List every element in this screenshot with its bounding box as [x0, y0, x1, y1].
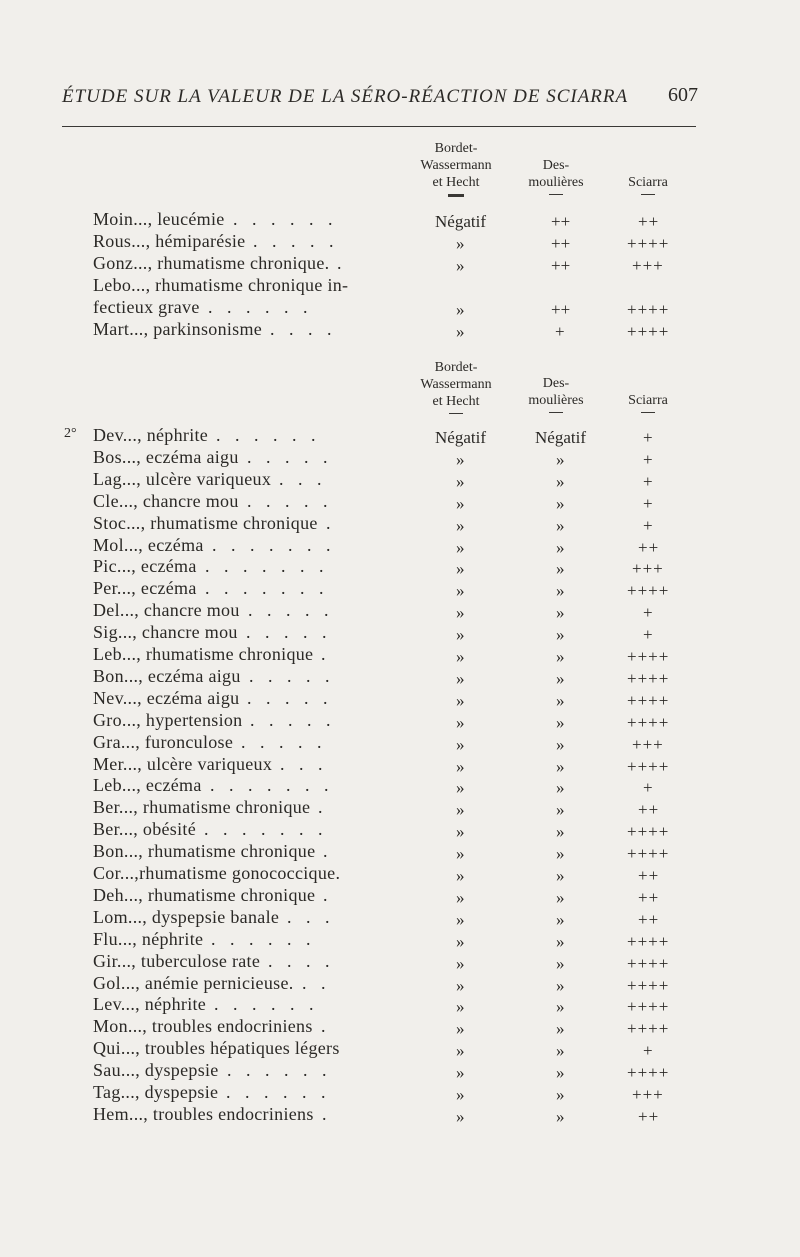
patient-diagnosis: Hem..., troubles endocriniens: [93, 1103, 314, 1124]
dot-leader: . . . . .: [253, 231, 339, 251]
desmoulieres-result: »: [556, 471, 565, 491]
dot-leader: . . . . . . .: [205, 556, 329, 577]
patient-diagnosis: Gir..., tuberculose rate: [93, 950, 261, 971]
dot-leader: .: [321, 1016, 331, 1037]
patient-diagnosis: Qui..., troubles hépatiques légers: [93, 1038, 340, 1059]
desmoulieres-result: +: [555, 322, 565, 341]
col-head-line: Des-: [542, 158, 570, 173]
sciarra-result: +: [643, 603, 654, 623]
table-row: [0, 754, 800, 776]
desmoulieres-result: »: [556, 493, 565, 513]
table-row: [0, 469, 800, 491]
bordet-wassermann-result: »: [456, 690, 465, 710]
bordet-wassermann-result: »: [456, 515, 465, 535]
dot-leader: . . .: [279, 468, 327, 489]
table-row: [0, 622, 800, 644]
table-row: [0, 1104, 800, 1126]
dot-leader: .: [326, 512, 336, 533]
col-head-bordet-2: [396, 359, 516, 414]
table-row: [0, 556, 800, 578]
page-number: 607: [668, 84, 698, 106]
patient-diagnosis: Tag..., dyspepsie: [93, 1082, 219, 1102]
desmoulieres-result: »: [556, 668, 565, 688]
dot-leader: .: [321, 644, 331, 664]
bordet-wassermann-result: »: [456, 322, 465, 341]
patient-diagnosis: Rous..., hémiparésie: [93, 231, 246, 251]
col-head-dash: [549, 412, 563, 413]
sciarra-result: ++++: [627, 668, 670, 688]
patient-diagnosis: Bon..., rhumatisme chronique: [93, 841, 316, 862]
bordet-wassermann-result: »: [456, 559, 465, 579]
patient-diagnosis: Dev..., néphrite: [93, 425, 209, 445]
sciarra-result: ++++: [627, 822, 670, 842]
patient-diagnosis: Leb..., rhumatisme chronique: [93, 644, 314, 664]
desmoulieres-result: »: [556, 734, 565, 754]
table-row: [0, 688, 800, 710]
bordet-wassermann-result: »: [456, 844, 465, 864]
patient-diagnosis: Leb..., eczéma: [93, 775, 202, 796]
dot-leader: . . . . . . .: [205, 578, 329, 599]
desmoulieres-result: »: [556, 822, 565, 842]
bordet-wassermann-result: »: [456, 778, 465, 798]
bordet-wassermann-result: »: [456, 909, 465, 929]
table-row: [0, 447, 800, 469]
patient-diagnosis: Deh..., rhumatisme chronique: [93, 884, 316, 905]
patient-diagnosis: Flu..., néphrite: [93, 928, 204, 949]
sciarra-result: ++++: [627, 1063, 670, 1083]
patient-diagnosis: Lom..., dyspepsie banale: [93, 906, 280, 927]
sciarra-result: ++: [638, 212, 660, 231]
patient-diagnosis: Del..., chancre mou: [93, 600, 240, 621]
table-row: [0, 513, 800, 535]
patient-diagnosis: Mer..., ulcère variqueux: [93, 753, 273, 774]
sciarra-result: ++: [638, 1106, 660, 1126]
bordet-wassermann-result: »: [456, 800, 465, 820]
sciarra-result: +++: [632, 1085, 664, 1104]
dot-leader: . . . . .: [249, 665, 335, 686]
desmoulieres-result: »: [556, 515, 565, 535]
table-row: [0, 666, 800, 688]
sciarra-result: ++: [638, 866, 660, 885]
running-header: [62, 84, 702, 114]
desmoulieres-result: »: [556, 931, 565, 951]
table-row: [0, 951, 800, 973]
bordet-wassermann-result: »: [456, 712, 465, 732]
col-head-dash: [448, 194, 464, 197]
running-title: ÉTUDE SUR LA VALEUR DE LA SÉRO-RÉACTION DE SCIARRA: [62, 86, 629, 107]
dot-leader: . . . . .: [247, 446, 333, 467]
col-head-line: Des-: [542, 376, 570, 391]
table-row: [0, 1082, 800, 1104]
patient-diagnosis: Moin..., leucémie: [93, 209, 225, 229]
header-rule: [62, 126, 696, 127]
desmoulieres-result: »: [556, 625, 565, 645]
col-head-line: Bordet-: [434, 360, 478, 375]
sciarra-result: ++++: [627, 931, 670, 951]
section-number: 2°: [64, 426, 77, 441]
desmoulieres-result: »: [556, 1085, 565, 1104]
bordet-wassermann-result: »: [456, 647, 465, 666]
dot-leader: . . . . .: [247, 687, 333, 708]
table-row: [0, 1038, 800, 1060]
patient-diagnosis: Bon..., eczéma aigu: [93, 665, 241, 686]
col-head-line: et Hecht: [432, 175, 480, 190]
dot-leader: . . . . . .: [211, 928, 316, 949]
desmoulieres-result: »: [556, 997, 565, 1017]
sciarra-result: +: [643, 625, 654, 645]
desmoulieres-result: »: [556, 844, 565, 864]
sciarra-result: ++++: [627, 581, 670, 601]
patient-diagnosis: Pic..., eczéma: [93, 556, 197, 577]
table-row: [0, 319, 800, 341]
desmoulieres-result: »: [556, 449, 565, 469]
sciarra-result: ++++: [627, 300, 670, 319]
table-row: [0, 253, 800, 275]
bordet-wassermann-result: Négatif: [435, 428, 486, 447]
patient-diagnosis: fectieux grave: [93, 297, 200, 317]
sciarra-result: +: [643, 1041, 654, 1061]
dot-leader: . .: [302, 972, 331, 993]
bordet-wassermann-result: »: [456, 300, 465, 319]
patient-diagnosis: Gonz..., rhumatisme chronique.: [93, 253, 330, 273]
dot-leader: . . . . .: [246, 622, 332, 643]
dot-leader: . . .: [280, 753, 328, 774]
desmoulieres-result: ++: [551, 300, 571, 319]
col-head-line: moulières: [528, 393, 584, 408]
bordet-wassermann-result: »: [456, 997, 465, 1017]
patient-diagnosis: Cor...,rhumatisme gonococcique.: [93, 863, 341, 883]
bordet-wassermann-result: »: [456, 975, 465, 995]
table-row: [0, 231, 800, 253]
patient-diagnosis: Mon..., troubles endocriniens: [93, 1016, 313, 1037]
patient-diagnosis: Gol..., anémie pernicieuse.: [93, 972, 294, 993]
patient-diagnosis: Ber..., obésité: [93, 819, 196, 840]
bordet-wassermann-result: »: [456, 1106, 465, 1126]
bordet-wassermann-result: »: [456, 234, 465, 253]
desmoulieres-result: »: [556, 1106, 565, 1126]
col-head-dash: [449, 413, 463, 414]
sciarra-result: ++++: [627, 756, 670, 776]
dot-leader: . . . .: [270, 319, 337, 339]
sciarra-result: ++++: [627, 234, 670, 253]
col-head-line: Sciarra: [628, 393, 668, 408]
desmoulieres-result: »: [556, 559, 565, 579]
bordet-wassermann-result: Négatif: [435, 212, 486, 231]
desmoulieres-result: »: [556, 603, 565, 623]
col-head-dash: [549, 194, 563, 195]
bordet-wassermann-result: »: [456, 734, 465, 754]
dot-leader: . . .: [287, 906, 335, 927]
patient-diagnosis: Mol..., eczéma: [93, 534, 204, 555]
sciarra-result: ++++: [627, 647, 670, 666]
desmoulieres-result: »: [556, 1063, 565, 1083]
desmoulieres-result: »: [556, 800, 565, 820]
dot-leader: .: [318, 797, 328, 818]
sciarra-result: ++++: [627, 690, 670, 710]
col-head-line: Bordet-: [434, 141, 478, 156]
patient-diagnosis: Mart..., parkinsonisme: [93, 319, 263, 339]
sciarra-result: +: [643, 449, 654, 469]
desmoulieres-result: Négatif: [535, 428, 586, 447]
patient-diagnosis: Gra..., furonculose: [93, 731, 234, 752]
table-row: [0, 1016, 800, 1038]
patient-diagnosis: Bos..., eczéma aigu: [93, 446, 239, 467]
desmoulieres-result: ++: [551, 234, 571, 253]
patient-diagnosis: Lev..., néphrite: [93, 994, 207, 1015]
table-row: [0, 297, 800, 319]
desmoulieres-result: »: [556, 909, 565, 929]
table-row: [0, 929, 800, 951]
bordet-wassermann-result: »: [456, 866, 465, 885]
col-head-line: moulières: [528, 175, 584, 190]
bordet-wassermann-result: »: [456, 887, 465, 907]
sciarra-result: ++: [638, 537, 660, 557]
desmoulieres-result: ++: [551, 256, 571, 275]
patient-diagnosis: Lag..., ulcère variqueux: [93, 468, 272, 489]
table-row: [0, 491, 800, 513]
table-row: [0, 841, 800, 863]
table-row: [0, 797, 800, 819]
bordet-wassermann-result: »: [456, 931, 465, 951]
desmoulieres-result: »: [556, 690, 565, 710]
sciarra-result: +++: [632, 559, 664, 579]
sciarra-result: ++: [638, 800, 660, 820]
bordet-wassermann-result: »: [456, 668, 465, 688]
sciarra-result: ++++: [627, 1019, 670, 1039]
sciarra-result: ++++: [627, 997, 670, 1017]
table-row: [0, 275, 800, 297]
sciarra-result: +: [643, 471, 654, 491]
sciarra-result: ++: [638, 887, 660, 907]
dot-leader: . . . . . . .: [204, 819, 328, 840]
col-head-line: Wassermann: [420, 377, 492, 392]
table-row: [0, 819, 800, 841]
table-row: [0, 535, 800, 557]
sciarra-result: ++++: [627, 322, 670, 341]
col-head-sciarra-2: [608, 392, 688, 413]
table-row: [0, 209, 800, 231]
patient-diagnosis: Stoc..., rhumatisme chronique: [93, 512, 318, 533]
col-head-bordet-1: [396, 140, 516, 197]
dot-leader: . . . . . .: [226, 1082, 331, 1102]
desmoulieres-result: »: [556, 581, 565, 601]
dot-leader: . . . . . . .: [212, 534, 336, 555]
table-row: [0, 644, 800, 666]
bordet-wassermann-result: »: [456, 603, 465, 623]
bordet-wassermann-result: »: [456, 537, 465, 557]
col-head-desmoulieres-1: [511, 157, 601, 195]
col-head-line: Sciarra: [628, 175, 668, 190]
sciarra-result: ++: [638, 909, 660, 929]
table-row: [0, 578, 800, 600]
desmoulieres-result: »: [556, 537, 565, 557]
desmoulieres-result: »: [556, 1019, 565, 1039]
desmoulieres-result: »: [556, 647, 565, 666]
bordet-wassermann-result: »: [456, 1019, 465, 1039]
sciarra-result: +++: [632, 734, 664, 754]
desmoulieres-result: »: [556, 866, 565, 885]
dot-leader: . . . . . .: [216, 425, 321, 445]
dot-leader: . . . . .: [250, 709, 336, 730]
table-row: [0, 600, 800, 622]
sciarra-result: +: [643, 428, 654, 447]
bordet-wassermann-result: »: [456, 1041, 465, 1061]
patient-diagnosis: Lebo..., rhumatisme chronique in-: [93, 275, 349, 295]
bordet-wassermann-result: »: [456, 756, 465, 776]
table-row: [0, 907, 800, 929]
dot-leader: .: [322, 1103, 332, 1124]
bordet-wassermann-result: »: [456, 822, 465, 842]
col-head-sciarra-1: [608, 174, 688, 195]
desmoulieres-result: ++: [551, 212, 571, 231]
sciarra-result: ++++: [627, 844, 670, 864]
sciarra-result: ++++: [627, 712, 670, 732]
dot-leader: . . . . . .: [233, 209, 338, 229]
sciarra-result: +++: [632, 256, 664, 275]
sciarra-result: +: [643, 493, 654, 513]
table-row: [0, 994, 800, 1016]
patient-diagnosis: Ber..., rhumatisme chronique: [93, 797, 311, 818]
dot-leader: . . . . . .: [208, 297, 313, 317]
sciarra-result: ++++: [627, 953, 670, 973]
bordet-wassermann-result: »: [456, 581, 465, 601]
bordet-wassermann-result: »: [456, 953, 465, 973]
dot-leader: .: [323, 884, 333, 905]
bordet-wassermann-result: »: [456, 625, 465, 645]
dot-leader: . . . .: [268, 950, 335, 971]
sciarra-result: ++++: [627, 975, 670, 995]
patient-diagnosis: Per..., eczéma: [93, 578, 197, 599]
bordet-wassermann-result: »: [456, 1063, 465, 1083]
col-head-line: et Hecht: [432, 394, 480, 409]
dot-leader: .: [337, 253, 347, 273]
table-row: [0, 425, 800, 447]
dot-leader: . . . . .: [241, 731, 327, 752]
desmoulieres-result: »: [556, 887, 565, 907]
desmoulieres-result: »: [556, 953, 565, 973]
table-row: [0, 710, 800, 732]
dot-leader: . . . . . . .: [210, 775, 334, 796]
col-head-dash: [641, 194, 655, 195]
patient-diagnosis: Sau..., dyspepsie: [93, 1060, 219, 1081]
bordet-wassermann-result: »: [456, 493, 465, 513]
dot-leader: .: [323, 841, 333, 862]
col-head-dash: [641, 412, 655, 413]
bordet-wassermann-result: »: [456, 256, 465, 275]
table-row: [0, 973, 800, 995]
desmoulieres-result: »: [556, 756, 565, 776]
desmoulieres-result: »: [556, 712, 565, 732]
dot-leader: . . . . . .: [214, 994, 319, 1015]
table-row: [0, 1060, 800, 1082]
dot-leader: . . . . .: [247, 490, 333, 511]
table-row: [0, 885, 800, 907]
table-row: [0, 775, 800, 797]
bordet-wassermann-result: »: [456, 1085, 465, 1104]
patient-diagnosis: Sig..., chancre mou: [93, 622, 238, 643]
col-head-line: Wassermann: [420, 158, 492, 173]
patient-diagnosis: Cle..., chancre mou: [93, 490, 239, 511]
sciarra-result: +: [643, 515, 654, 535]
desmoulieres-result: »: [556, 778, 565, 798]
table-row: [0, 863, 800, 885]
dot-leader: . . . . .: [248, 600, 334, 621]
patient-diagnosis: Nev..., eczéma aigu: [93, 687, 240, 708]
desmoulieres-result: »: [556, 975, 565, 995]
dot-leader: . . . . . .: [227, 1060, 332, 1081]
bordet-wassermann-result: »: [456, 471, 465, 491]
desmoulieres-result: »: [556, 1041, 565, 1061]
bordet-wassermann-result: »: [456, 449, 465, 469]
table-row: [0, 732, 800, 754]
sciarra-result: +: [643, 778, 654, 798]
patient-diagnosis: Gro..., hypertension: [93, 709, 243, 730]
col-head-desmoulieres-2: [511, 375, 601, 413]
